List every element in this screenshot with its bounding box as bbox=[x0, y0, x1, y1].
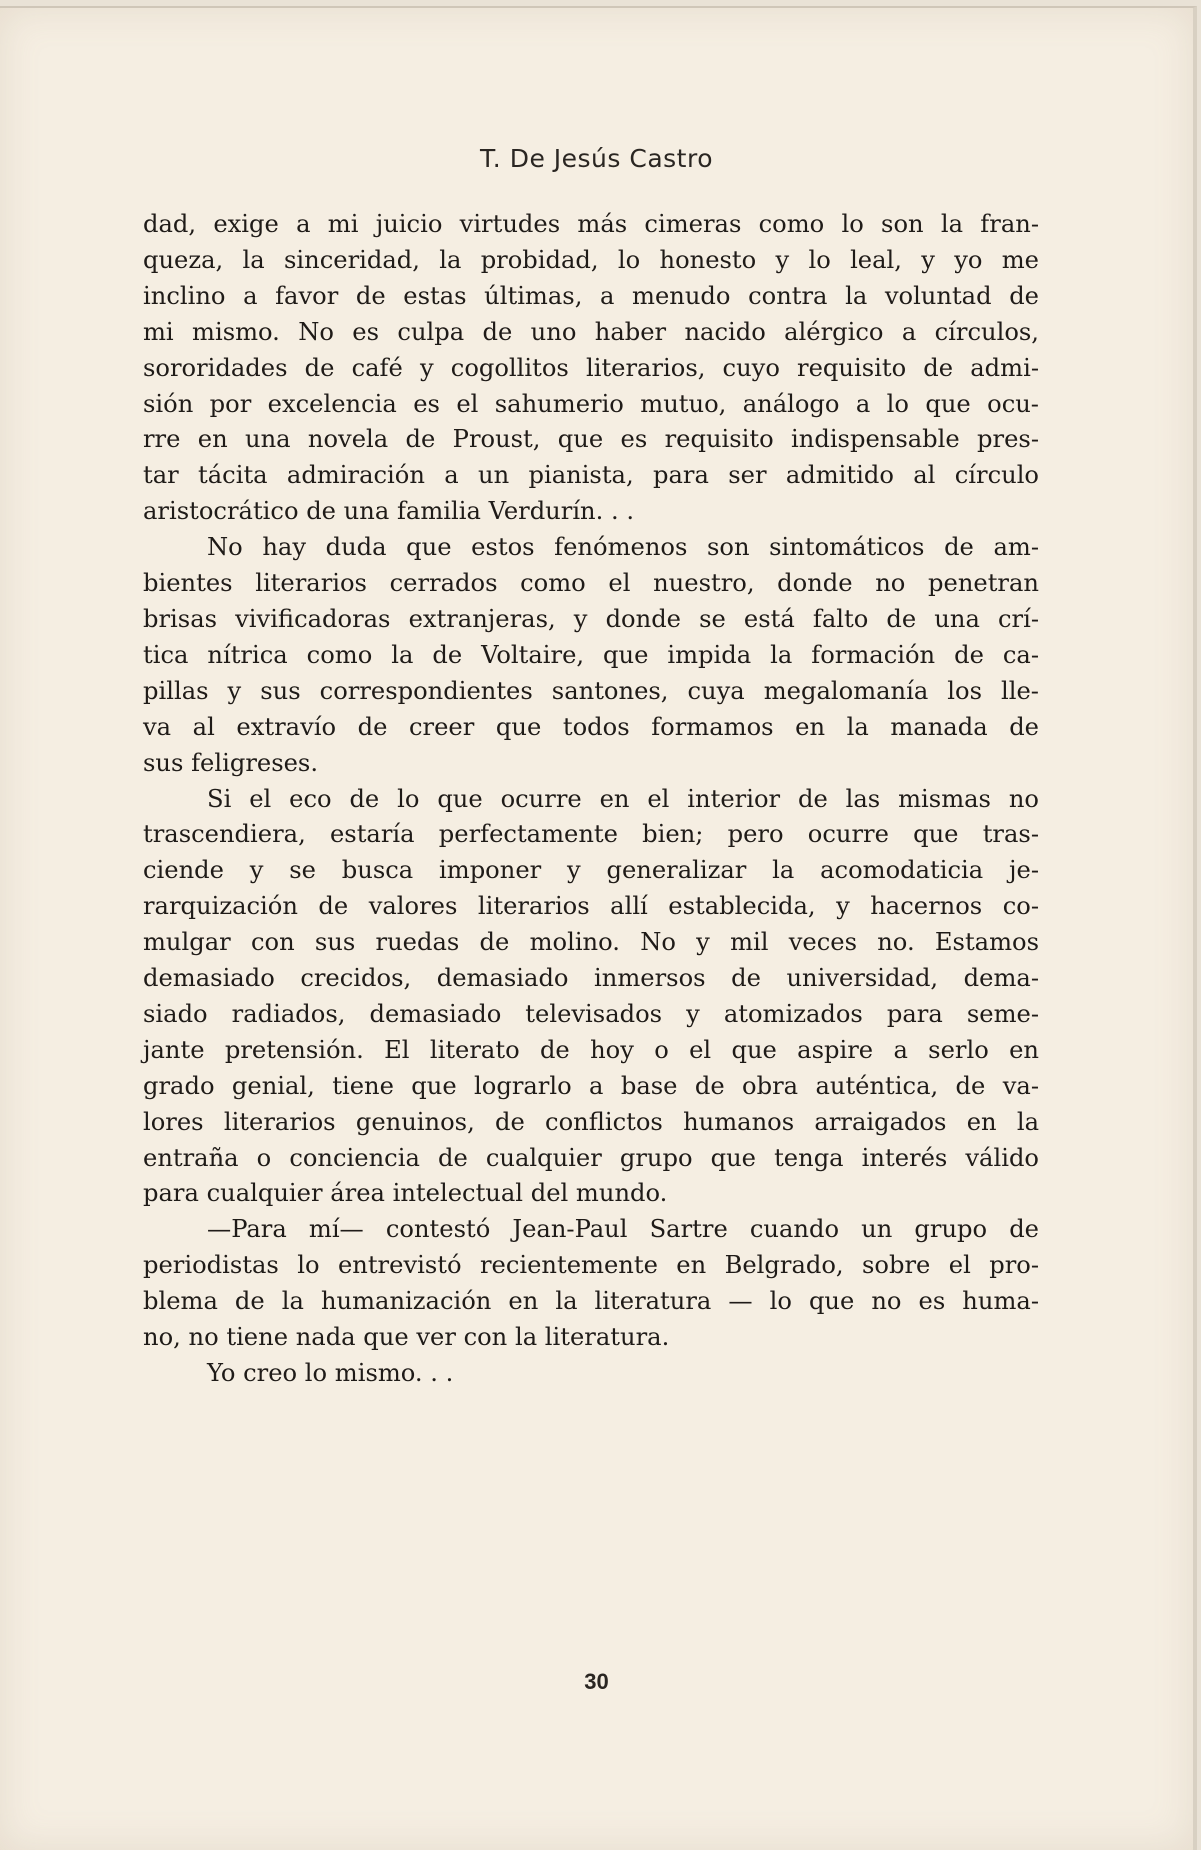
text-line: sión por excelencia es el sahumerio mutuo, análogo a lo que ocu- bbox=[143, 389, 1039, 418]
text-line: queza, la sinceridad, la probidad, lo honesto y lo leal, y yo me bbox=[143, 245, 1039, 274]
paragraph bbox=[143, 530, 1039, 781]
text-line: rre en una novela de Proust, que es requisito indispensable pres- bbox=[143, 425, 1039, 454]
running-head-author: T. De Jesús Castro bbox=[480, 144, 713, 173]
text-line: grado genial, tiene que lograrlo a base de obra auténtica, de va- bbox=[143, 1071, 1039, 1100]
text-line: entraña o conciencia de cualquier grupo que tenga interés válido bbox=[143, 1143, 1039, 1172]
text-line: no, no tiene nada que ver con la literatura. bbox=[143, 1323, 670, 1352]
text-line: —Para mí— contestó Jean-Paul Sartre cuando un grupo de bbox=[207, 1215, 1039, 1244]
text-line: va al extravío de creer que todos formamos en la manada de bbox=[143, 712, 1039, 741]
text-line: tica nítrica como la de Voltaire, que impida la formación de ca- bbox=[143, 640, 1039, 669]
text-line: inclino a favor de estas últimas, a menudo contra la voluntad de bbox=[143, 281, 1039, 310]
text-line: sororidades de café y cogollitos literarios, cuyo requisito de admi- bbox=[143, 353, 1039, 382]
text-line: dad, exige a mi juicio virtudes más cimeras como lo son la fran- bbox=[143, 210, 1039, 238]
text-line: trascendiera, estaría perfectamente bien; pero ocurre que tras- bbox=[143, 820, 1039, 849]
paragraph-closing bbox=[143, 1356, 1039, 1392]
text-line: mulgar con sus ruedas de molino. No y mil veces no. Estamos bbox=[143, 928, 1039, 957]
text-line: Yo creo lo mismo. . . bbox=[207, 1359, 454, 1387]
text-line: aristocrático de una familia Verdurín. . . bbox=[143, 497, 635, 526]
text-line: lores literarios genuinos, de conflictos humanos arraigados en la bbox=[143, 1107, 1039, 1136]
paragraph bbox=[143, 782, 1039, 1213]
text-line: brisas vivificadoras extranjeras, y donde se está falto de una crí- bbox=[143, 604, 1039, 633]
text-line: No hay duda que estos fenómenos son sintomáticos de am- bbox=[207, 533, 1039, 562]
text-line: periodistas lo entrevistó recientemente en Belgrado, sobre el pro- bbox=[143, 1251, 1039, 1280]
text-line: pillas y sus correspondientes santones, cuya megalomanía los lle- bbox=[143, 676, 1039, 705]
body-text bbox=[143, 207, 1039, 1392]
text-line: ciende y se busca imponer y generalizar la acomodaticia je- bbox=[143, 856, 1039, 885]
text-line: blema de la humanización en la literatura — lo que no es huma- bbox=[143, 1287, 1039, 1316]
text-line: rarquización de valores literarios allí establecida, y hacernos co- bbox=[143, 892, 1039, 921]
paragraph-continuation bbox=[143, 207, 1039, 530]
text-line: jante pretensión. El literato de hoy o el que aspire a serlo en bbox=[143, 1035, 1039, 1064]
paragraph-quote bbox=[143, 1212, 1039, 1356]
book-page bbox=[0, 6, 1197, 1850]
text-line: sus feligreses. bbox=[143, 748, 319, 777]
page-number: 30 bbox=[584, 1669, 609, 1694]
text-line: siado radiados, demasiado televisados y atomizados para seme- bbox=[143, 999, 1039, 1028]
text-line: demasiado crecidos, demasiado inmersos de universidad, dema- bbox=[143, 964, 1039, 993]
text-line: bientes literarios cerrados como el nuestro, donde no penetran bbox=[143, 569, 1039, 598]
text-line: Si el eco de lo que ocurre en el interior de las mismas no bbox=[207, 784, 1039, 813]
text-line: tar tácita admiración a un pianista, para ser admitido al círculo bbox=[143, 461, 1039, 490]
text-line: para cualquier área intelectual del mundo. bbox=[143, 1179, 668, 1208]
text-line: mi mismo. No es culpa de uno haber nacido alérgico a círculos, bbox=[143, 317, 1039, 346]
